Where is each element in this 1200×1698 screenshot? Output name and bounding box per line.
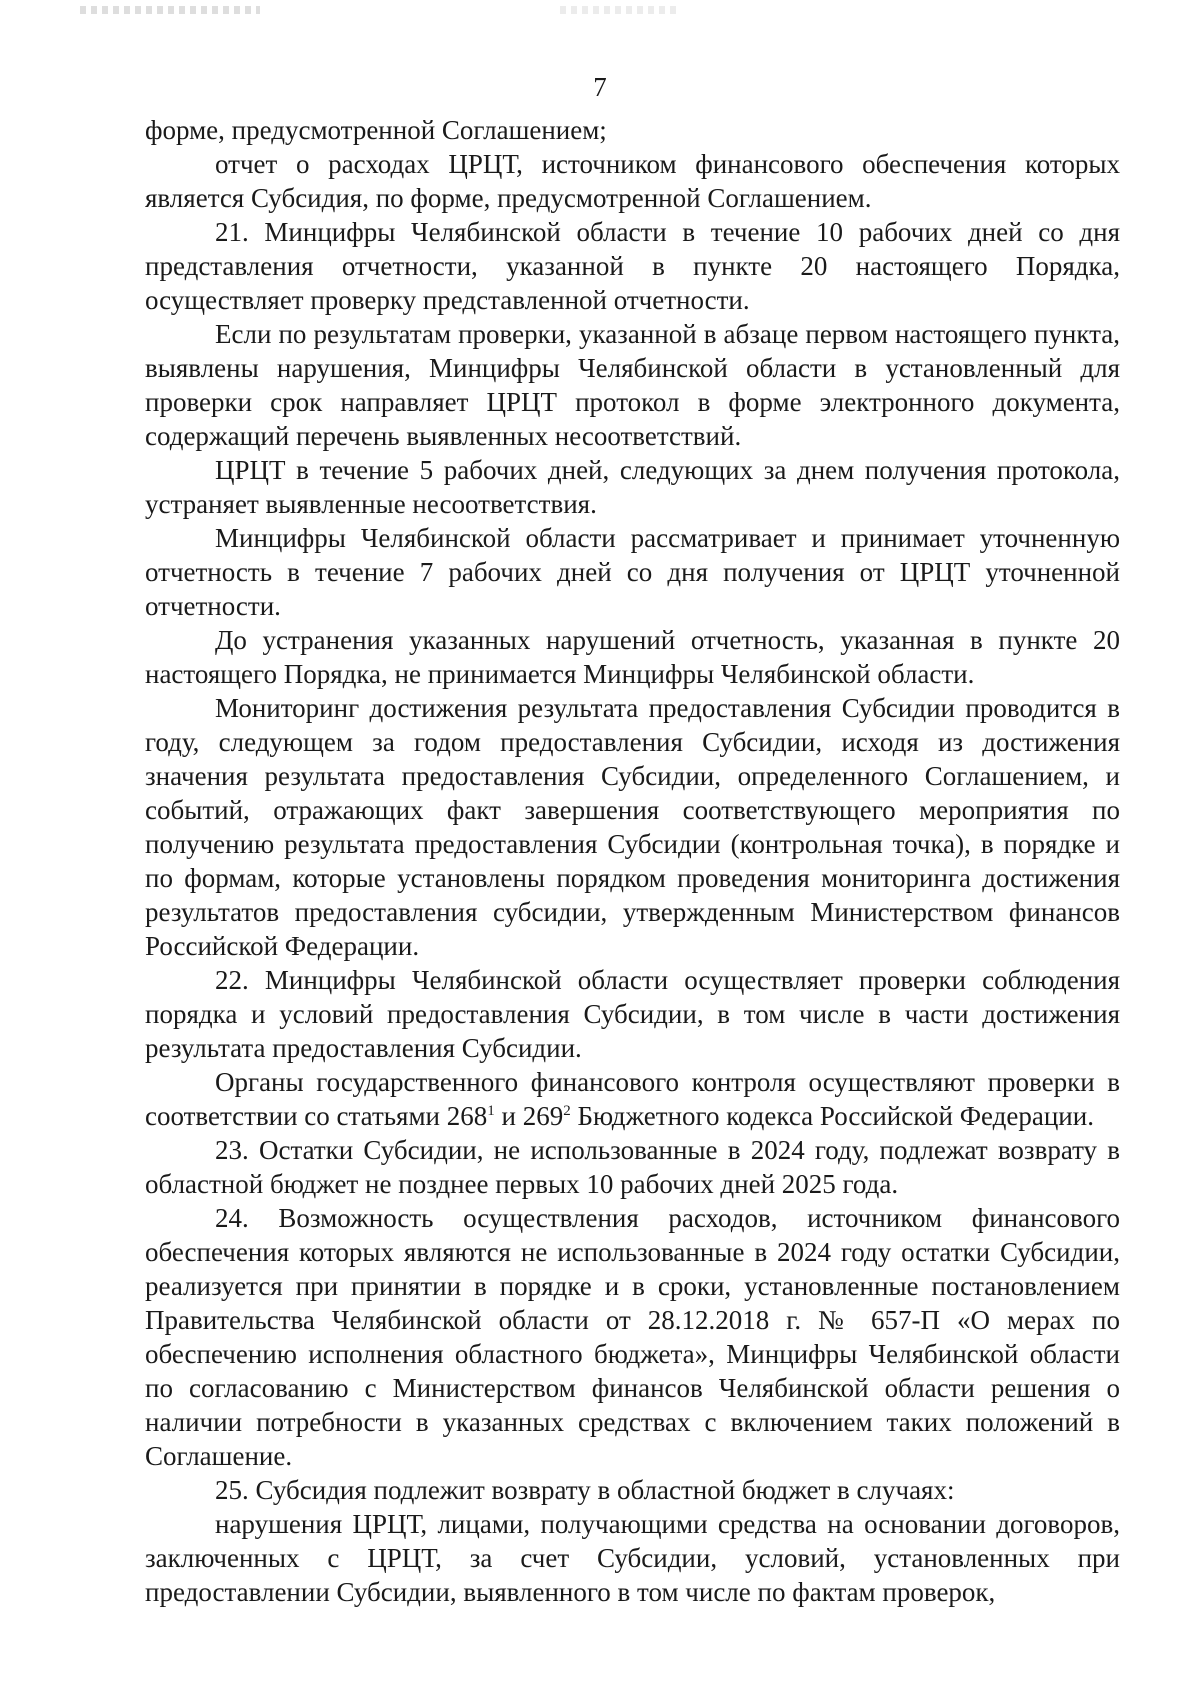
paragraph: форме, предусмотренной Соглашением; bbox=[145, 115, 607, 145]
page-number: 7 bbox=[593, 72, 607, 102]
paragraph: ЦРЦТ в течение 5 рабочих дней, следующих за днем получения протокола, устраняет выявленные несоответствия. bbox=[145, 455, 1120, 519]
scan-noise bbox=[80, 6, 260, 14]
text-segment: и 269 bbox=[494, 1101, 564, 1131]
paragraph: 23. Остатки Субсидии, не использованные в 2024 году, подлежат возврату в областной бюджет не позднее первых 10 рабочих дней 2025 года. bbox=[145, 1135, 1120, 1199]
paragraph: нарушения ЦРЦТ, лицами, получающими средства на основании договоров, заключенных с ЦРЦТ, за счет Субсидии, условий, установленных при предоставлении Субсидии, выявленного в том числе по фактам проверок, bbox=[145, 1509, 1120, 1607]
paragraph: 25. Субсидия подлежит возврату в областной бюджет в случаях: bbox=[215, 1475, 955, 1505]
paragraph: Минцифры Челябинской области рассматривает и принимает уточненную отчетность в течение 7 рабочих дней со дня получения от ЦРЦТ уточненной отчетности. bbox=[145, 523, 1120, 621]
text-segment: Органы государственного финансового контроля осуществляют проверки в соответствии со статьями 268 bbox=[145, 1067, 1120, 1131]
paragraph: Если по результатам проверки, указанной в абзаце первом настоящего пункта, выявлены нарушения, Минцифры Челябинской области в установленный для проверки срок направляет ЦРЦТ протокол в форме электронного документа, содержащий перечень выявленных несоответствий. bbox=[145, 319, 1120, 451]
paragraph: 21. Минцифры Челябинской области в течение 10 рабочих дней со дня представления отчетности, указанной в пункте 20 настоящего Порядка, осуществляет проверку представленной отчетности. bbox=[145, 217, 1120, 315]
text-segment: Бюджетного кодекса Российской Федерации. bbox=[570, 1101, 1094, 1131]
superscript-2: 2 bbox=[563, 1103, 571, 1119]
document-body bbox=[145, 113, 1120, 1609]
paragraph: До устранения указанных нарушений отчетность, указанная в пункте 20 настоящего Порядка, не принимается Минцифры Челябинской области. bbox=[145, 625, 1120, 689]
paragraph-with-superscripts bbox=[145, 1065, 1120, 1133]
paragraph: 24. Возможность осуществления расходов, источником финансового обеспечения которых являются не использованные в 2024 году остатки Субсидии, реализуется при принятии в порядке и в сроки, установленные постановлением Правительства Челябинской области от 28.12.2018 г. № 657-П «О мерах по обеспечению исполнения областного бюджета», Минцифры Челябинской области по согласованию с Министерством финансов Челябинской области решения о наличии потребности в указанных средствах с включением таких положений в Соглашение. bbox=[145, 1203, 1120, 1471]
scan-noise bbox=[560, 6, 680, 14]
paragraph: отчет о расходах ЦРЦТ, источником финансового обеспечения которых является Субсидия, по форме, предусмотренной Соглашением. bbox=[145, 149, 1120, 213]
paragraph: 22. Минцифры Челябинской области осуществляет проверки соблюдения порядка и условий предоставления Субсидии, в том числе в части достижения результата предоставления Субсидии. bbox=[145, 965, 1120, 1063]
superscript-1: 1 bbox=[487, 1103, 495, 1119]
paragraph: Мониторинг достижения результата предоставления Субсидии проводится в году, следующем за годом предоставления Субсидии, исходя из достижения значения результата предоставления Субсидии, определенного Соглашением, и событий, отражающих факт завершения соответствующего мероприятия по получению результата предоставления Субсидии (контрольная точка), в порядке и по формам, которые установлены порядком проведения мониторинга достижения результатов предоставления субсидии, утвержденным Министерством финансов Российской Федерации. bbox=[145, 693, 1120, 961]
